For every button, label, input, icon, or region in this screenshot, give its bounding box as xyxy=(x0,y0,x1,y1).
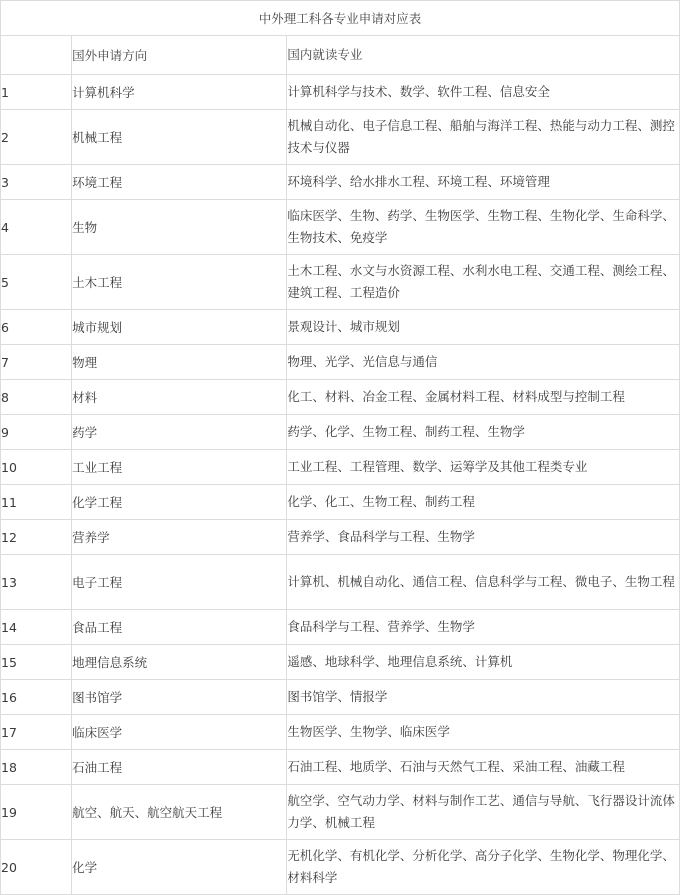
domestic-majors: 遥感、地球科学、地理信息系统、计算机 xyxy=(287,645,680,680)
table-row xyxy=(1,645,680,680)
table-row xyxy=(1,785,680,840)
row-number: 12 xyxy=(1,520,72,555)
foreign-direction: 电子工程 xyxy=(72,555,287,610)
domestic-majors: 环境科学、给水排水工程、环境工程、环境管理 xyxy=(287,165,680,200)
foreign-direction: 机械工程 xyxy=(72,110,287,165)
row-number: 18 xyxy=(1,750,72,785)
row-number: 3 xyxy=(1,165,72,200)
domestic-majors: 机械自动化、电子信息工程、船舶与海洋工程、热能与动力工程、测控技术与仪器 xyxy=(287,110,680,165)
row-number: 2 xyxy=(1,110,72,165)
row-number: 10 xyxy=(1,450,72,485)
domestic-majors: 化工、材料、冶金工程、金属材料工程、材料成型与控制工程 xyxy=(287,380,680,415)
foreign-direction: 临床医学 xyxy=(72,715,287,750)
row-number: 14 xyxy=(1,610,72,645)
table-row xyxy=(1,345,680,380)
domestic-majors: 营养学、食品科学与工程、生物学 xyxy=(287,520,680,555)
foreign-direction: 化学工程 xyxy=(72,485,287,520)
row-number: 6 xyxy=(1,310,72,345)
domestic-majors: 石油工程、地质学、石油与天然气工程、采油工程、油藏工程 xyxy=(287,750,680,785)
row-number: 4 xyxy=(1,200,72,255)
table-row xyxy=(1,840,680,895)
foreign-direction: 石油工程 xyxy=(72,750,287,785)
row-number: 15 xyxy=(1,645,72,680)
domestic-majors: 计算机科学与技术、数学、软件工程、信息安全 xyxy=(287,75,680,110)
table-row xyxy=(1,380,680,415)
row-number: 16 xyxy=(1,680,72,715)
foreign-direction: 图书馆学 xyxy=(72,680,287,715)
foreign-direction: 化学 xyxy=(72,840,287,895)
domestic-majors: 航空学、空气动力学、材料与制作工艺、通信与导航、飞行器设计流体力学、机械工程 xyxy=(287,785,680,840)
foreign-direction: 材料 xyxy=(72,380,287,415)
table-row xyxy=(1,485,680,520)
header-index xyxy=(1,36,72,75)
row-number: 7 xyxy=(1,345,72,380)
row-number: 5 xyxy=(1,255,72,310)
table-row xyxy=(1,450,680,485)
domestic-majors: 土木工程、水文与水资源工程、水利水电工程、交通工程、测绘工程、建筑工程、工程造价 xyxy=(287,255,680,310)
foreign-direction: 航空、航天、航空航天工程 xyxy=(72,785,287,840)
row-number: 9 xyxy=(1,415,72,450)
foreign-direction: 地理信息系统 xyxy=(72,645,287,680)
foreign-direction: 环境工程 xyxy=(72,165,287,200)
foreign-direction: 营养学 xyxy=(72,520,287,555)
table-row xyxy=(1,415,680,450)
table-row xyxy=(1,715,680,750)
domestic-majors: 景观设计、城市规划 xyxy=(287,310,680,345)
domestic-majors: 无机化学、有机化学、分析化学、高分子化学、生物化学、物理化学、材料科学 xyxy=(287,840,680,895)
domestic-majors: 药学、化学、生物工程、制药工程、生物学 xyxy=(287,415,680,450)
domestic-majors: 食品科学与工程、营养学、生物学 xyxy=(287,610,680,645)
row-number: 17 xyxy=(1,715,72,750)
foreign-direction: 土木工程 xyxy=(72,255,287,310)
row-number: 20 xyxy=(1,840,72,895)
row-number: 8 xyxy=(1,380,72,415)
row-number: 19 xyxy=(1,785,72,840)
table-row xyxy=(1,255,680,310)
domestic-majors: 临床医学、生物、药学、生物医学、生物工程、生物化学、生命科学、生物技术、免疫学 xyxy=(287,200,680,255)
table-row xyxy=(1,75,680,110)
header-domestic-major: 国内就读专业 xyxy=(287,36,680,75)
table-header-row xyxy=(1,36,680,75)
foreign-direction: 药学 xyxy=(72,415,287,450)
table-row xyxy=(1,110,680,165)
table-title: 中外理工科各专业申请对应表 xyxy=(1,1,680,36)
header-foreign-direction: 国外申请方向 xyxy=(72,36,287,75)
table-row xyxy=(1,750,680,785)
domestic-majors: 计算机、机械自动化、通信工程、信息科学与工程、微电子、生物工程 xyxy=(287,555,680,610)
table-row xyxy=(1,555,680,610)
table-row xyxy=(1,610,680,645)
table-row xyxy=(1,200,680,255)
foreign-direction: 食品工程 xyxy=(72,610,287,645)
foreign-direction: 生物 xyxy=(72,200,287,255)
row-number: 1 xyxy=(1,75,72,110)
domestic-majors: 化学、化工、生物工程、制药工程 xyxy=(287,485,680,520)
foreign-direction: 工业工程 xyxy=(72,450,287,485)
domestic-majors: 生物医学、生物学、临床医学 xyxy=(287,715,680,750)
foreign-direction: 计算机科学 xyxy=(72,75,287,110)
domestic-majors: 工业工程、工程管理、数学、运筹学及其他工程类专业 xyxy=(287,450,680,485)
foreign-direction: 城市规划 xyxy=(72,310,287,345)
domestic-majors: 图书馆学、情报学 xyxy=(287,680,680,715)
table-title-row xyxy=(1,1,680,36)
table-row xyxy=(1,520,680,555)
foreign-direction: 物理 xyxy=(72,345,287,380)
row-number: 13 xyxy=(1,555,72,610)
table-row xyxy=(1,680,680,715)
table-row xyxy=(1,165,680,200)
table-row xyxy=(1,310,680,345)
row-number: 11 xyxy=(1,485,72,520)
domestic-majors: 物理、光学、光信息与通信 xyxy=(287,345,680,380)
